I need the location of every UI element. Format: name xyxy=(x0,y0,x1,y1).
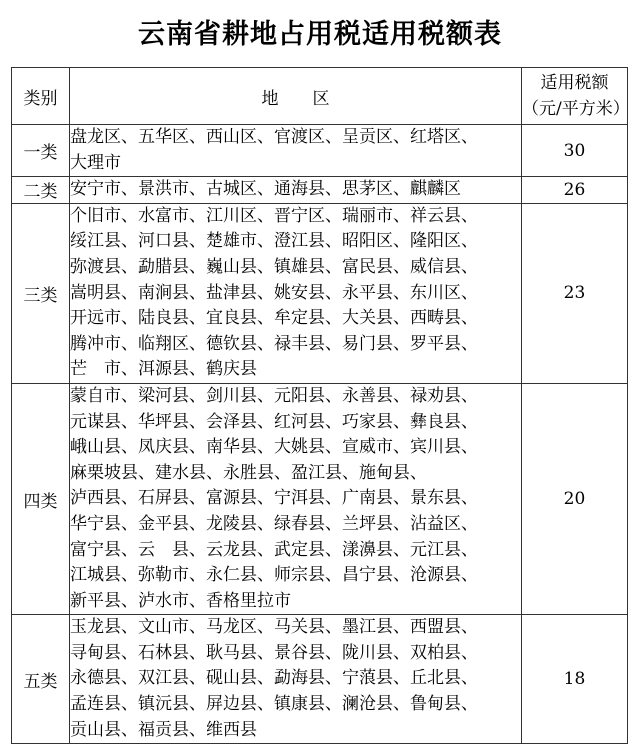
area-line: 芒 市、洱源县、鹤庆县 xyxy=(70,359,257,380)
table-row xyxy=(12,383,628,614)
area-line: 华宁县、金平县、龙陵县、绿春县、兰坪县、沾益区、 xyxy=(70,513,478,534)
area-line: 元谋县、华坪县、会泽县、红河县、巧家县、彝良县、 xyxy=(70,411,478,432)
header-rate-line1: 适用税额 xyxy=(540,73,609,93)
rate-cell: 18 xyxy=(522,615,628,744)
category-cell: 四类 xyxy=(12,383,70,614)
table-header-row xyxy=(12,68,628,125)
rate-cell: 23 xyxy=(522,203,628,383)
header-rate-line2: （元/平方米） xyxy=(522,99,630,119)
area-line: 开远市、陆良县、宜良县、牟定县、大关县、西畴县、 xyxy=(70,308,478,329)
area-line: 峨山县、凤庆县、南华县、大姚县、宣威市、宾川县、 xyxy=(70,437,478,458)
page-title: 云南省耕地占用税适用税额表 xyxy=(138,19,502,50)
area-line: 盘龙区、五华区、西山区、官渡区、呈贡区、红塔区、 xyxy=(70,127,478,147)
area-line: 安宁市、景洪市、古城区、通海县、思茅区、麒麟区 xyxy=(70,179,461,200)
rate-cell: 20 xyxy=(522,383,628,614)
category-cell: 二类 xyxy=(12,177,70,204)
area-line: 大理市 xyxy=(70,152,121,173)
area-cell xyxy=(70,383,522,614)
area-line: 麻栗坡县、建水县、永胜县、盈江县、施甸县、 xyxy=(70,462,427,483)
area-line: 江城县、弥勒市、永仁县、师宗县、昌宁县、沧源县、 xyxy=(70,565,478,586)
area-cell xyxy=(70,203,522,383)
category-cell: 五类 xyxy=(12,615,70,744)
area-cell xyxy=(70,615,522,744)
area-line: 泸西县、石屏县、富源县、宁洱县、广南县、景东县、 xyxy=(70,488,478,509)
area-line: 嵩明县、南涧县、盐津县、姚安县、永平县、东川区、 xyxy=(70,282,478,303)
area-line: 腾冲市、临翔区、德钦县、禄丰县、易门县、罗平县、 xyxy=(70,333,478,354)
table-row xyxy=(12,177,628,204)
area-line: 绥江县、河口县、楚雄市、澄江县、昭阳区、隆阳区、 xyxy=(70,231,478,252)
area-line: 蒙自市、梁河县、剑川县、元阳县、永善县、禄劝县、 xyxy=(70,385,478,406)
area-line: 新平县、泸水市、香格里拉市 xyxy=(70,590,291,611)
area-line: 永德县、双江县、砚山县、勐海县、宁蒗县、丘北县、 xyxy=(70,668,478,689)
area-line: 弥渡县、勐腊县、巍山县、镇雄县、富民县、威信县、 xyxy=(70,256,478,277)
rate-cell: 30 xyxy=(522,125,628,177)
area-cell xyxy=(70,177,522,204)
area-line: 寻甸县、石林县、耿马县、景谷县、陇川县、双柏县、 xyxy=(70,642,478,663)
area-line: 富宁县、云 县、云龙县、武定县、漾濞县、元江县、 xyxy=(70,539,478,560)
header-area: 地 区 xyxy=(70,68,522,125)
area-line: 个旧市、水富市、江川区、晋宁区、瑞丽市、祥云县、 xyxy=(70,205,478,226)
table-row xyxy=(12,125,628,177)
area-line: 孟连县、镇沅县、屏边县、镇康县、澜沧县、鲁甸县、 xyxy=(70,694,478,715)
category-cell: 一类 xyxy=(12,125,70,177)
tax-rate-table xyxy=(11,67,628,744)
header-rate xyxy=(522,68,628,125)
header-category: 类别 xyxy=(12,68,70,125)
table-row xyxy=(12,203,628,383)
area-cell xyxy=(70,125,522,177)
area-line: 玉龙县、文山市、马龙区、马关县、墨江县、西盟县、 xyxy=(70,617,478,638)
area-line: 贡山县、福贡县、维西县 xyxy=(70,719,257,740)
table-row xyxy=(12,615,628,744)
rate-cell: 26 xyxy=(522,177,628,204)
category-cell: 三类 xyxy=(12,203,70,383)
